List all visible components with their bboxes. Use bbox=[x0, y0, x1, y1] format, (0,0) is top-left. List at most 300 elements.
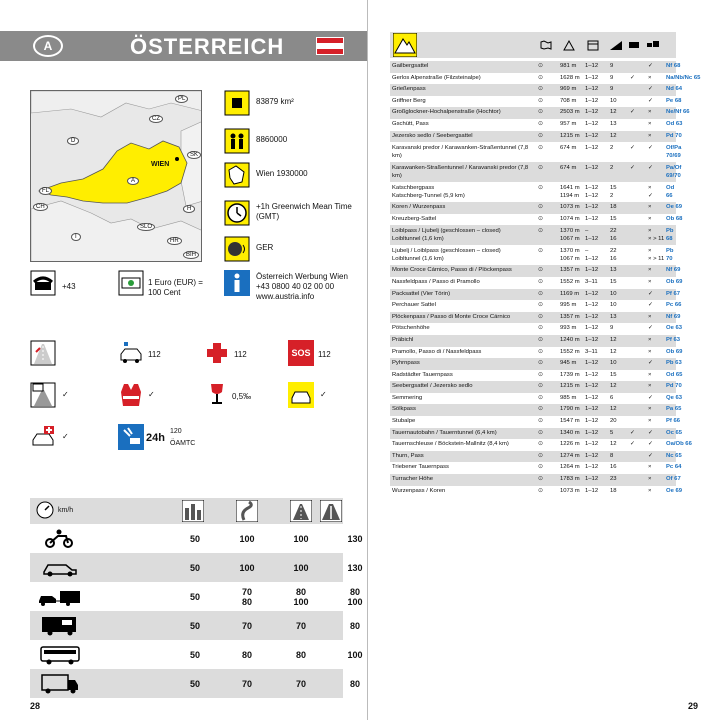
pass-name: Radstädter Tauernpass bbox=[392, 371, 453, 378]
pass-map-ref: Od 65 bbox=[666, 371, 683, 378]
pass-months: 1–12 bbox=[585, 267, 599, 274]
ambulance-number: 112 bbox=[234, 350, 247, 359]
pass-map-ref: Ob 69 bbox=[666, 348, 683, 355]
pass-gradient: 13 bbox=[610, 120, 617, 127]
pass-map-ref: Pe 68 bbox=[666, 97, 682, 104]
speed-value: 100 bbox=[347, 650, 363, 660]
pass-gradient: 2 bbox=[610, 165, 614, 172]
map-label-sk: SK bbox=[187, 151, 201, 159]
map-label-hr: HR bbox=[167, 237, 182, 245]
pass-row bbox=[390, 451, 682, 463]
fact-language bbox=[224, 236, 364, 268]
motorcycle-icon bbox=[38, 527, 82, 549]
pass-trailer: ✓ bbox=[648, 165, 653, 172]
pass-gradient: 10 bbox=[610, 290, 617, 297]
pass-altitude: 945 m bbox=[560, 360, 577, 367]
speed-table-header bbox=[30, 498, 343, 524]
expressway-icon bbox=[290, 500, 312, 522]
pass-months: – 1–12 bbox=[585, 248, 599, 263]
route-icon: ⊙ bbox=[538, 267, 544, 274]
pass-map-ref: Oa/Ob 66 bbox=[666, 441, 692, 448]
pass-altitude: 1074 m bbox=[560, 215, 580, 222]
pass-gradient: 8 bbox=[610, 452, 614, 459]
pass-months: 1–12 bbox=[585, 394, 599, 401]
first-aid-kit-icon bbox=[30, 424, 56, 450]
pass-trailer: × bbox=[648, 371, 652, 378]
vest-required: ✓ bbox=[148, 390, 155, 399]
route-icon: ⊙ bbox=[538, 336, 544, 343]
map-label-a: A bbox=[127, 177, 139, 185]
route-icon: ⊙ bbox=[538, 248, 544, 255]
route-icon: ⊙ bbox=[538, 63, 544, 69]
pass-row bbox=[390, 439, 692, 451]
pass-map-ref: Pb 63 bbox=[666, 360, 682, 367]
pass-gradient: 10 bbox=[610, 97, 617, 104]
alcohol-icon bbox=[204, 382, 230, 408]
pass-trailer: × bbox=[648, 406, 652, 413]
trailer-icon bbox=[646, 39, 660, 51]
pass-months: 1–12 bbox=[585, 429, 599, 436]
pass-map-ref: Ne/Nf 66 bbox=[666, 109, 690, 116]
pass-months: 1–12 bbox=[585, 204, 599, 211]
pass-name: Tauernautobahn / Tauerntunnel (6,4 km) bbox=[392, 429, 497, 436]
pass-caravan: ✓ bbox=[630, 74, 635, 81]
pass-map-ref: Pf 63 bbox=[666, 336, 681, 343]
pass-map-ref: Ob 69 bbox=[666, 278, 683, 285]
pass-row bbox=[390, 225, 676, 245]
speed-row-car-trailer bbox=[30, 582, 363, 611]
calendar-icon bbox=[587, 39, 599, 51]
alcohol-limit: 0,5‰ bbox=[232, 392, 252, 401]
pass-months: 1–12 bbox=[585, 464, 599, 471]
pass-trailer: × × > 11 bbox=[648, 228, 665, 243]
pass-trailer: ✓ bbox=[648, 290, 653, 297]
pass-row bbox=[390, 182, 676, 202]
route-icon: ⊙ bbox=[538, 464, 544, 471]
route-icon: ⊙ bbox=[538, 165, 544, 172]
pass-trailer: × bbox=[648, 418, 652, 425]
money-icon bbox=[118, 270, 144, 296]
speed-value: 50 bbox=[189, 534, 200, 544]
pass-name: Semmering bbox=[392, 394, 423, 401]
pass-gradient: 22 16 bbox=[610, 228, 617, 243]
pass-gradient: 10 bbox=[610, 360, 617, 367]
pass-months: 1–12 bbox=[585, 476, 599, 483]
capital-value: Wien 1930000 bbox=[256, 169, 308, 178]
speed-row-car bbox=[30, 553, 363, 582]
pass-altitude: 995 m bbox=[560, 302, 577, 309]
country-name: ÖSTERREICH bbox=[130, 34, 285, 59]
speed-limit-table bbox=[30, 498, 363, 698]
pass-map-ref: Oe 63 bbox=[666, 325, 683, 332]
speed-row-bus bbox=[30, 640, 363, 669]
route-map-icon bbox=[540, 40, 552, 50]
pass-row bbox=[390, 142, 682, 162]
pass-altitude: 985 m bbox=[560, 394, 577, 401]
pass-altitude: 1073 m bbox=[560, 487, 580, 494]
pass-altitude: 1628 m bbox=[560, 74, 580, 81]
pass-trailer: × bbox=[648, 487, 652, 494]
pass-gradient: 12 bbox=[610, 383, 617, 390]
speed-value: 50 bbox=[189, 650, 200, 660]
pass-months: 1–12 bbox=[585, 360, 599, 367]
pass-trailer: × bbox=[648, 120, 652, 127]
motorway-icon bbox=[320, 500, 342, 522]
pass-trailer: × bbox=[648, 348, 652, 355]
pass-trailer: × bbox=[648, 109, 652, 116]
pass-name: Katschbergpass Katschberg-Tunnel (5,9 km) bbox=[392, 185, 465, 200]
capital-icon bbox=[224, 162, 250, 188]
pass-gradient: 12 bbox=[610, 109, 617, 116]
pass-trailer: × × > 11 bbox=[648, 248, 665, 263]
pass-row bbox=[390, 462, 682, 474]
breakdown-service-icon bbox=[118, 424, 144, 450]
pass-name: Triebener Tauernpass bbox=[392, 464, 449, 471]
pass-map-ref: Nf 69 bbox=[666, 313, 681, 320]
route-icon: ⊙ bbox=[538, 145, 544, 152]
pass-altitude: 1370 m 1067 m bbox=[560, 248, 580, 263]
pass-caravan: ✓ bbox=[630, 165, 635, 172]
pass-months: 1–12 bbox=[585, 97, 599, 104]
pass-altitude: 1739 m bbox=[560, 371, 580, 378]
pass-map-ref: Od 63 bbox=[666, 120, 683, 127]
pass-gradient: 6 bbox=[610, 394, 614, 401]
speed-value: 130 bbox=[347, 534, 363, 544]
pass-altitude: 1274 m bbox=[560, 452, 580, 459]
route-icon: ⊙ bbox=[538, 97, 544, 104]
pass-row bbox=[390, 214, 683, 226]
pass-caravan: ✓ bbox=[630, 145, 635, 152]
pass-trailer: × bbox=[648, 313, 652, 320]
pass-trailer: ✓ bbox=[648, 325, 653, 332]
lights-required: ✓ bbox=[320, 390, 327, 399]
route-icon: ⊙ bbox=[538, 476, 544, 483]
pass-map-ref: Od 66 bbox=[666, 185, 675, 200]
pass-months: 1–12 bbox=[585, 313, 599, 320]
speed-value: 70 bbox=[295, 621, 306, 631]
car-icon bbox=[38, 556, 82, 578]
pass-altitude: 1641 m 1194 m bbox=[560, 185, 580, 200]
pass-altitude: 1370 m 1067 m bbox=[560, 228, 580, 243]
pass-row bbox=[390, 277, 683, 289]
pass-name: Turracher Höhe bbox=[392, 476, 434, 483]
fact-timezone bbox=[224, 200, 364, 232]
pass-altitude: 1240 m bbox=[560, 336, 580, 343]
pass-gradient: 18 bbox=[610, 204, 617, 211]
pass-months: 1–12 bbox=[585, 302, 599, 309]
pass-name: Wurzenpass / Koren bbox=[392, 487, 446, 494]
fact-area bbox=[224, 90, 364, 122]
pass-row bbox=[390, 347, 683, 359]
pass-gradient: 22 16 bbox=[610, 248, 617, 263]
pass-months: 1–12 bbox=[585, 452, 599, 459]
pass-gradient: 9 bbox=[610, 63, 614, 69]
pass-altitude: 993 m bbox=[560, 325, 577, 332]
route-icon: ⊙ bbox=[538, 228, 544, 235]
pass-trailer: ✓ bbox=[648, 145, 653, 152]
pass-name: Kreuzberg-Sattel bbox=[392, 215, 437, 222]
dial-code: +43 bbox=[62, 282, 76, 291]
pass-months: – 1–12 bbox=[585, 228, 599, 243]
map-label-cz: CZ bbox=[149, 115, 163, 123]
pass-months: 1–12 bbox=[585, 336, 599, 343]
pass-map-ref: Pa/Of 69/70 bbox=[666, 165, 682, 180]
pass-name: Gailbergsattel bbox=[392, 63, 429, 69]
pass-gradient: 9 bbox=[610, 325, 614, 332]
route-icon: ⊙ bbox=[538, 418, 544, 425]
pass-trailer: ✓ bbox=[648, 63, 653, 69]
pass-row bbox=[390, 107, 690, 119]
speed-value: 70 bbox=[295, 679, 306, 689]
headlights-icon bbox=[288, 382, 314, 408]
rural-road-icon bbox=[236, 500, 258, 522]
pass-map-ref: Nc 65 bbox=[666, 452, 682, 459]
route-icon: ⊙ bbox=[538, 302, 544, 309]
pass-row bbox=[390, 289, 681, 301]
route-icon: ⊙ bbox=[538, 371, 544, 378]
pass-caravan: ✓ bbox=[630, 441, 635, 448]
currency-value: 1 Euro (EUR) = 100 Cent bbox=[148, 278, 203, 297]
speed-value: 130 bbox=[347, 563, 363, 573]
pass-row bbox=[390, 428, 683, 440]
pass-trailer: ✓ bbox=[648, 394, 653, 401]
pass-row bbox=[390, 265, 681, 277]
pass-months: 1–12 1–12 bbox=[585, 185, 599, 200]
pass-months: 1–12 bbox=[585, 215, 599, 222]
pass-trailer: × bbox=[648, 336, 652, 343]
pass-months: 1–12 bbox=[585, 86, 599, 93]
motorhome-icon bbox=[38, 614, 82, 636]
vignette-required: ✓ bbox=[62, 390, 69, 399]
pass-gradient: 15 bbox=[610, 371, 617, 378]
car-trailer-icon bbox=[38, 585, 82, 607]
pass-gradient: 5 bbox=[610, 429, 614, 436]
police-number: 112 bbox=[148, 350, 161, 359]
mountain-pass-icon bbox=[393, 33, 417, 57]
pass-months: 1–12 bbox=[585, 109, 599, 116]
speed-value: 50 bbox=[189, 621, 200, 631]
pass-row bbox=[390, 381, 682, 393]
pass-row bbox=[390, 335, 681, 347]
pass-months: 1–12 bbox=[585, 441, 599, 448]
map-label-pl: PL bbox=[175, 95, 188, 103]
route-icon: ⊙ bbox=[538, 204, 544, 211]
pass-altitude: 1783 m bbox=[560, 476, 580, 483]
speed-value: 50 bbox=[189, 563, 200, 573]
pass-gradient: 15 bbox=[610, 278, 617, 285]
pass-name: Pötschenhöhe bbox=[392, 325, 430, 332]
gradient-icon bbox=[609, 39, 623, 51]
pass-gradient: 12 bbox=[610, 348, 617, 355]
pass-table-header bbox=[390, 32, 676, 58]
pass-altitude: 1215 m bbox=[560, 383, 580, 390]
fact-capital bbox=[224, 162, 364, 194]
pass-trailer: × bbox=[648, 476, 652, 483]
pass-months: 1–12 bbox=[585, 406, 599, 413]
pass-months: 3–11 bbox=[585, 278, 598, 285]
pass-row bbox=[390, 312, 681, 324]
pass-months: 1–12 bbox=[585, 290, 599, 297]
map-label-h: H bbox=[183, 205, 195, 213]
map-label-i: I bbox=[71, 233, 81, 241]
pass-map-ref: Pc 64 bbox=[666, 464, 682, 471]
pass-row bbox=[390, 131, 682, 143]
speed-value: 100 bbox=[239, 534, 255, 544]
language-icon bbox=[224, 236, 250, 262]
map-label-d: D bbox=[67, 137, 79, 145]
pass-map-ref: Of/Pa 70/69 bbox=[666, 145, 682, 160]
pass-trailer: × bbox=[648, 267, 652, 274]
population-value: 8860000 bbox=[256, 135, 288, 144]
pass-gradient: 12 bbox=[610, 132, 617, 139]
breakdown-club: ÖAMTC bbox=[170, 440, 196, 447]
pass-months: 1–12 bbox=[585, 487, 599, 494]
country-code-badge: A bbox=[33, 35, 63, 57]
pass-months: 1–12 bbox=[585, 165, 599, 172]
pass-gradient: 20 bbox=[610, 418, 617, 425]
population-icon bbox=[224, 128, 250, 154]
pass-name: Karavanski predor / Karawanken-Straßentunnel (7,8 km) bbox=[392, 145, 530, 160]
pass-name: Pyhrnpass bbox=[392, 360, 420, 367]
pass-altitude: 1226 m bbox=[560, 441, 580, 448]
timezone-value: +1h Greenwich Mean Time (GMT) bbox=[256, 202, 352, 221]
pass-gradient: 12 bbox=[610, 406, 617, 413]
pass-altitude: 1790 m bbox=[560, 406, 580, 413]
route-icon: ⊙ bbox=[538, 441, 544, 448]
pass-map-ref: Pb 70 bbox=[666, 248, 674, 263]
pass-map-ref: Nf 69 bbox=[666, 267, 681, 274]
pass-gradient: 13 bbox=[610, 267, 617, 274]
speed-unit: km/h bbox=[58, 507, 74, 514]
pass-months: 3–11 bbox=[585, 348, 598, 355]
pass-row bbox=[390, 300, 682, 312]
pass-gradient: 18 bbox=[610, 487, 617, 494]
pass-altitude: 1547 m bbox=[560, 418, 580, 425]
pass-altitude: 674 m bbox=[560, 165, 577, 172]
pass-caravan: ✓ bbox=[630, 429, 635, 436]
pass-caravan: ✓ bbox=[630, 109, 635, 116]
route-icon: ⊙ bbox=[538, 278, 544, 285]
pass-map-ref: Pa 65 bbox=[666, 406, 682, 413]
pass-trailer: ✓ bbox=[648, 452, 653, 459]
pass-row bbox=[390, 486, 683, 498]
speed-value: 80 bbox=[295, 650, 306, 660]
pass-gradient: 10 bbox=[610, 302, 617, 309]
speed-value: 100 bbox=[293, 534, 309, 544]
pass-months: 1–12 bbox=[585, 383, 599, 390]
route-icon: ⊙ bbox=[538, 406, 544, 413]
right-page bbox=[368, 0, 705, 720]
pass-map-ref: Na/Nb/Nc 65 bbox=[666, 74, 701, 81]
pass-map-ref: Pf 66 bbox=[666, 418, 681, 425]
breakdown-number: 120 bbox=[170, 428, 182, 435]
pass-trailer: ✓ bbox=[648, 97, 653, 104]
phone-icon bbox=[30, 270, 56, 296]
urban-icon bbox=[182, 500, 204, 522]
safety-vest-icon bbox=[118, 382, 144, 408]
pass-gradient: 9 bbox=[610, 86, 614, 93]
pass-altitude: 1552 m bbox=[560, 348, 580, 355]
page-number-right: 29 bbox=[688, 701, 699, 711]
pass-altitude: 1073 m bbox=[560, 204, 580, 211]
pass-row bbox=[390, 245, 676, 265]
speed-row-motorhome bbox=[30, 611, 360, 640]
pass-row bbox=[390, 162, 682, 182]
country-header bbox=[0, 31, 367, 61]
bus-icon bbox=[38, 643, 82, 665]
pass-gradient: 23 bbox=[610, 476, 617, 483]
route-icon: ⊙ bbox=[538, 74, 544, 81]
pass-row bbox=[390, 84, 683, 96]
map-label-fl: FL bbox=[39, 187, 52, 195]
pass-name: Stubalpe bbox=[392, 418, 416, 425]
pass-months: 1–12 bbox=[585, 325, 599, 332]
pass-altitude: 1552 m bbox=[560, 278, 580, 285]
pass-altitude: 1169 m bbox=[560, 290, 580, 297]
speed-value: 80 bbox=[349, 621, 360, 631]
speed-value: 80 100 bbox=[347, 587, 363, 607]
pass-name: Tauernschleuse / Böckstein-Mallnitz (8,4 km) bbox=[392, 441, 509, 448]
pass-trailer: ✓ bbox=[648, 302, 653, 309]
route-icon: ⊙ bbox=[538, 452, 544, 459]
route-icon: ⊙ bbox=[538, 394, 544, 401]
route-icon: ⊙ bbox=[538, 290, 544, 297]
flag-icon bbox=[316, 37, 344, 55]
pass-name: Plöckenpass / Passo di Monte Croce Cárnico bbox=[392, 313, 511, 320]
map-label-slo: SLO bbox=[137, 223, 155, 231]
route-icon: ⊙ bbox=[538, 109, 544, 116]
map-label-bih: BIH bbox=[183, 251, 199, 259]
tourism-contact: Österreich Werbung Wien +43 0800 40 02 00 00 www.austria.info bbox=[256, 272, 348, 301]
pass-map-ref: Pc 66 bbox=[666, 302, 682, 309]
pass-map-ref: Oe 69 bbox=[666, 487, 683, 494]
pass-map-ref: Of 67 bbox=[666, 476, 681, 483]
pass-trailer: × ✓ bbox=[648, 185, 653, 200]
speed-value: 80 100 bbox=[293, 587, 309, 607]
route-icon: ⊙ bbox=[538, 429, 544, 436]
ambulance-icon bbox=[204, 340, 230, 366]
driving-side-icon bbox=[30, 340, 56, 366]
pass-row bbox=[390, 358, 682, 370]
pass-map-ref: Nf 68 bbox=[666, 63, 681, 69]
pass-map-ref: Ob 68 bbox=[666, 215, 683, 222]
country-map bbox=[30, 90, 202, 262]
pass-trailer: × bbox=[648, 464, 652, 471]
route-icon: ⊙ bbox=[538, 215, 544, 222]
area-value: 83879 km² bbox=[256, 97, 294, 106]
pass-name: Sölkpass bbox=[392, 406, 416, 413]
speed-value: 50 bbox=[189, 592, 200, 602]
pass-altitude: 1264 m bbox=[560, 464, 580, 471]
caravan-icon bbox=[628, 39, 640, 51]
pass-row bbox=[390, 61, 681, 73]
pass-altitude: 1215 m bbox=[560, 132, 580, 139]
pass-trailer: ✓ bbox=[648, 441, 653, 448]
pass-altitude: 1357 m bbox=[560, 313, 580, 320]
pass-name: Großglockner-Hochalpenstraße (Hochtor) bbox=[392, 109, 501, 116]
pass-altitude: 1357 m bbox=[560, 267, 580, 274]
pass-gradient: 15 bbox=[610, 215, 617, 222]
fact-population bbox=[224, 128, 364, 160]
pass-map-ref: Oe 69 bbox=[666, 204, 683, 211]
pass-name: Thurn, Pass bbox=[392, 452, 424, 459]
speed-value: 70 bbox=[241, 621, 252, 631]
route-icon: ⊙ bbox=[538, 360, 544, 367]
pass-name: Packsattel (Vier Törin) bbox=[392, 290, 451, 297]
pass-gradient: 16 bbox=[610, 464, 617, 471]
pass-map-ref: Pd 70 bbox=[666, 383, 682, 390]
police-icon bbox=[118, 340, 144, 366]
